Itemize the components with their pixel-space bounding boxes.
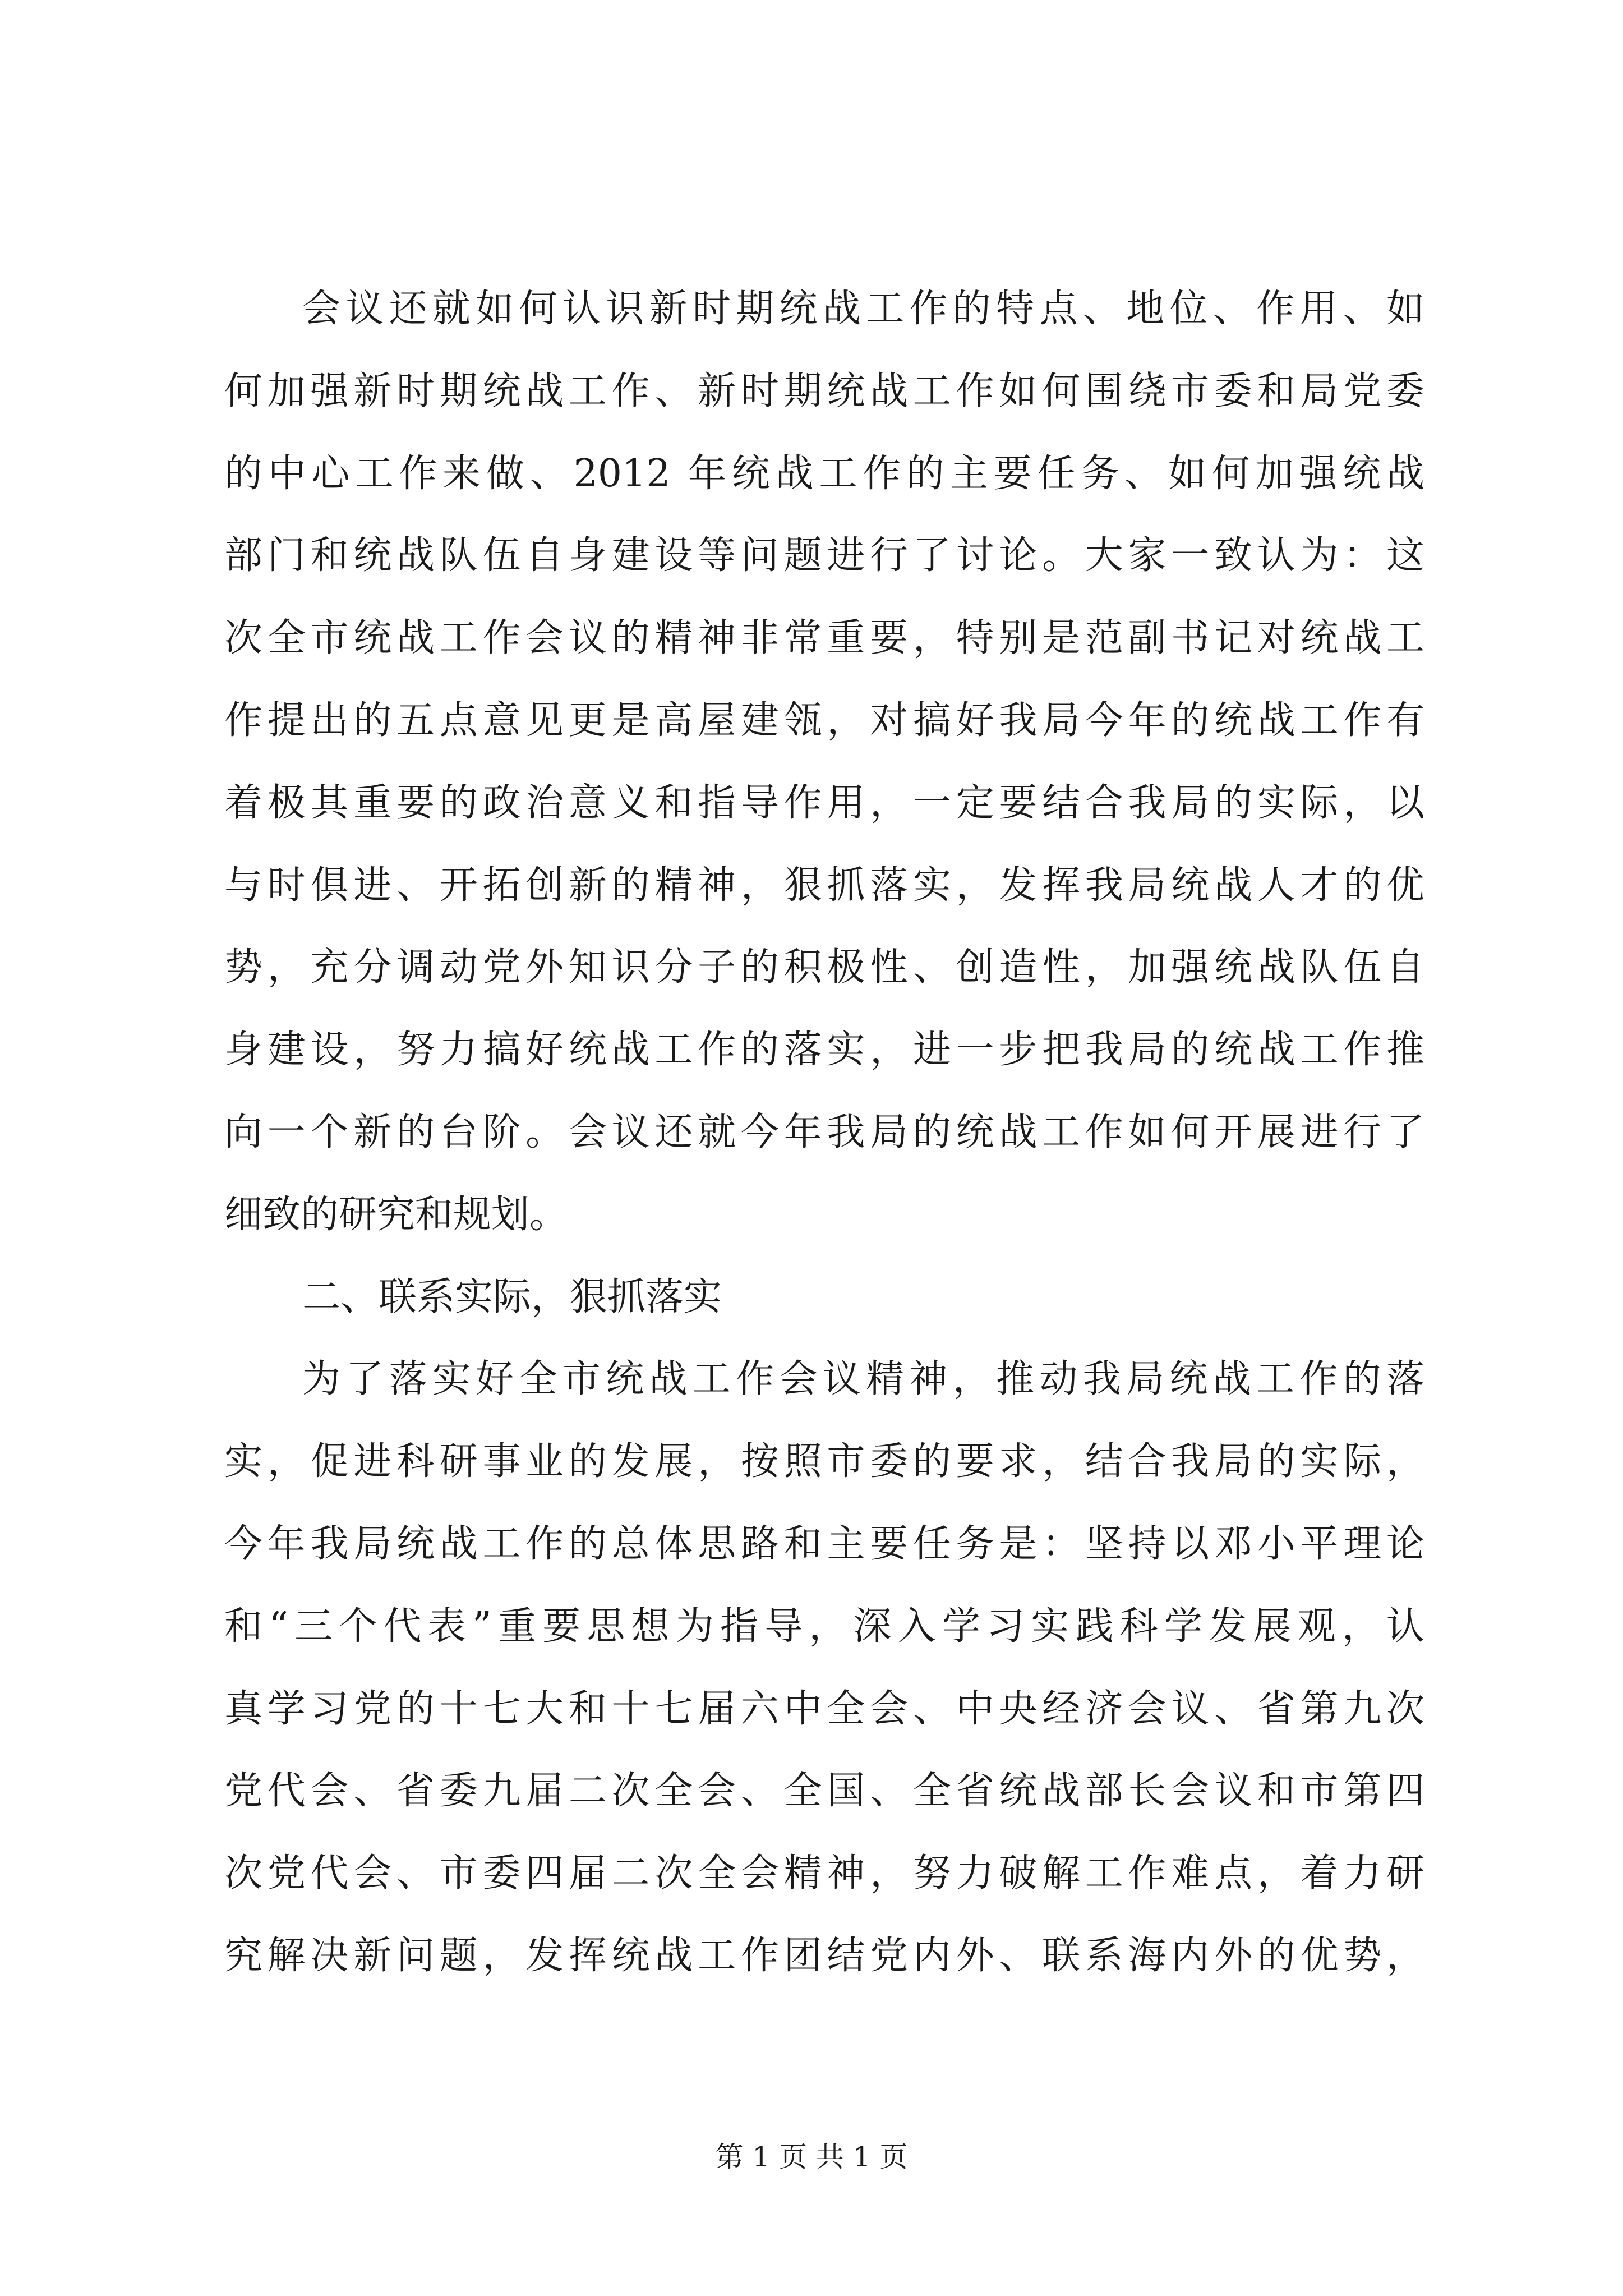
body-line: 部门和统战队伍自身建设等问题进行了讨论。大家一致认为：这 [224,533,1424,578]
section-heading: 二、联系实际，狠抓落实 [302,1274,722,1319]
body-line: 会议还就如何认识新时期统战工作的特点、地位、作用、如 [302,287,1424,331]
body-line: 次党代会、市委四届二次全会精神，努力破解工作难点，着力研 [224,1851,1424,1896]
body-line: 的中心工作来做、2012 年统战工作的主要任务、如何加强统战 [224,451,1424,496]
body-line: 实，促进科研事业的发展，按照市委的要求，结合我局的实际， [224,1439,1424,1484]
body-line: 势，充分调动党外知识分子的积极性、创造性，加强统战队伍自 [224,945,1424,990]
body-line: 何加强新时期统战工作、新时期统战工作如何围绕市委和局党委 [224,369,1424,413]
body-line: 向一个新的台阶。会议还就今年我局的统战工作如何开展进行了 [224,1110,1424,1154]
body-line: 为了落实好全市统战工作会议精神，推动我局统战工作的落 [302,1357,1424,1402]
body-line: 党代会、省委九届二次全会、全国、全省统战部长会议和市第四 [224,1769,1424,1814]
body-line: 与时俱进、开拓创新的精神，狠抓落实，发挥我局统战人才的优 [224,863,1424,908]
body-line: 身建设，努力搞好统战工作的落实，进一步把我局的统战工作推 [224,1028,1424,1073]
body-line: 究解决新问题，发挥统战工作团结党内外、联系海内外的优势， [224,1933,1424,1978]
document-body [224,268,1424,1998]
body-line: 次全市统战工作会议的精神非常重要，特别是范副书记对统战工 [224,616,1424,661]
body-line: 真学习党的十七大和十七届六中全会、中央经济会议、省第九次 [224,1686,1424,1731]
page-footer: 第 1 页 共 1 页 [715,2141,908,2173]
body-line: 着极其重要的政治意义和指导作用，一定要结合我局的实际，以 [224,780,1424,825]
body-line: 今年我局统战工作的总体思路和主要任务是：坚持以邓小平理论 [224,1521,1424,1566]
body-line: 作提出的五点意见更是高屋建瓴，对搞好我局今年的统战工作有 [224,698,1424,743]
body-line: 和“三个代表”重要思想为指导，深入学习实践科学发展观，认 [224,1604,1424,1649]
body-line: 细致的研究和规划。 [224,1192,568,1237]
